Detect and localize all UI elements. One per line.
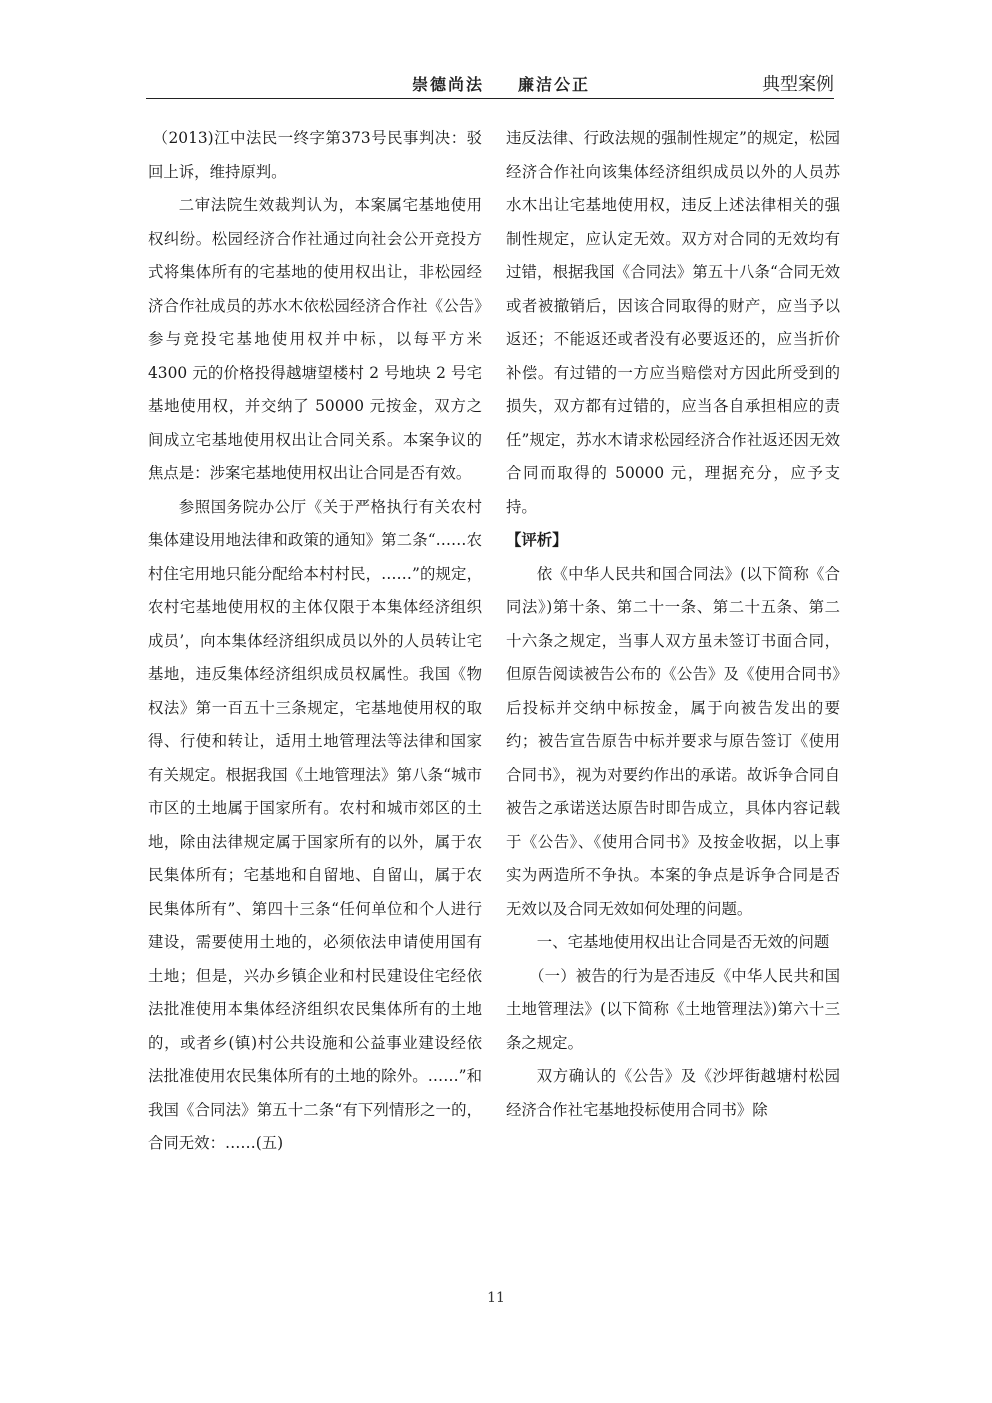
paragraph: 依《中华人民共和国合同法》(以下简称《合同法》)第十条、第二十一条、第二十五条、第二十六条之规定，当事人双方虽未签订书面合同，但原告阅读被告公布的《公告》及《使用合同书》后投标并交纳中标按金，属于向被告发出的要约；被告宣告原告中标并要求与原告签订《使用合同书》，视为对要约作出的承诺。故诉争合同自被告之承诺送达原告时即告成立，具体内容记载于《公告》、《使用合同书》及按金收据，以上事实为两造所不争执。本案的争点是诉争合同是否无效以及合同无效如何处理的问题。 <box>506 564 840 918</box>
subheading: 一、宅基地使用权出让合同是否无效的问题 <box>536 933 830 951</box>
header-motto-1: 崇德尚法 <box>412 75 485 94</box>
header-section-title: 典型案例 <box>762 74 834 95</box>
header-motto-2: 廉洁公正 <box>518 75 591 94</box>
page-number: 11 <box>487 1290 505 1306</box>
left-column <box>148 122 482 1161</box>
page-header <box>146 60 834 99</box>
section-heading: 【评析】 <box>506 531 568 549</box>
right-column <box>506 122 840 1127</box>
paragraph: （2013)江中法民一终字第373号民事判决：驳回上诉，维持原判。 <box>148 129 482 181</box>
subheading: （一）被告的行为是否违反《中华人民共和国土地管理法》(以下简称《土地管理法》)第六十三条之规定。 <box>506 966 840 1052</box>
paragraph: 违反法律、行政法规的强制性规定”的规定，松园经济合作社向该集体经济组织成员以外的人员苏水木出让宅基地使用权，违反上述法律相关的强制性规定，应认定无效。双方对合同的无效均有过错，根据我国《合同法》第五十八条“合同无效或者被撤销后，因该合同取得的财产，应当予以返还；不能返还或者没有必要返还的，应当折价补偿。有过错的一方应当赔偿对方因此所受到的损失，双方都有过错的，应当各自承担相应的责任”规定，苏水木请求松园经济合作社返还因无效合同而取得的 50000 元，理据充分，应予支持。 <box>506 129 840 516</box>
paragraph: 参照国务院办公厅《关于严格执行有关农村集体建设用地法律和政策的通知》第二条“……农村住宅用地只能分配给本村村民，……”的规定，农村宅基地使用权的主体仅限于本集体经济组织成员’，向本集体经济组织成员以外的人员转让宅基地，违反集体经济组织成员权属性。我国《物权法》第一百五十三条规定，宅基地使用权的取得、行使和转让，适用土地管理法等法律和国家有关规定。根据我国《土地管理法》第八条“城市市区的土地属于国家所有。农村和城市郊区的土地，除由法律规定属于国家所有的以外，属于农民集体所有；宅基地和自留地、自留山，属于农民集体所有”、第四十三条“任何单位和个人进行建设，需要使用土地的，必须依法申请使用国有土地；但是，兴办乡镇企业和村民建设住宅经依法批准使用本集体经济组织农民集体所有的土地的，或者乡(镇)村公共设施和公益事业建设经依法批准使用农民集体所有的土地的除外。……”和我国《合同法》第五十二条“有下列情形之一的，合同无效：……(五) <box>148 497 482 1152</box>
paragraph: 双方确认的《公告》及《沙坪街越塘村松园经济合作社宅基地投标使用合同书》除 <box>506 1067 840 1119</box>
paragraph: 二审法院生效裁判认为，本案属宅基地使用权纠纷。松园经济合作社通过向社会公开竞投方式将集体所有的宅基地的使用权出让，非松园经济合作社成员的苏水木依松园经济合作社《公告》参与竞投宅基地使用权并中标，以每平方米 4300 元的价格投得越塘望楼村 2 号地块 2 号宅基地使用权，并交纳了 50000 元按金，双方之间成立宅基地使用权出让合同关系。本案争议的焦点是：涉案宅基地使用权出让合同是否有效。 <box>148 196 482 482</box>
header-motto <box>412 72 590 95</box>
